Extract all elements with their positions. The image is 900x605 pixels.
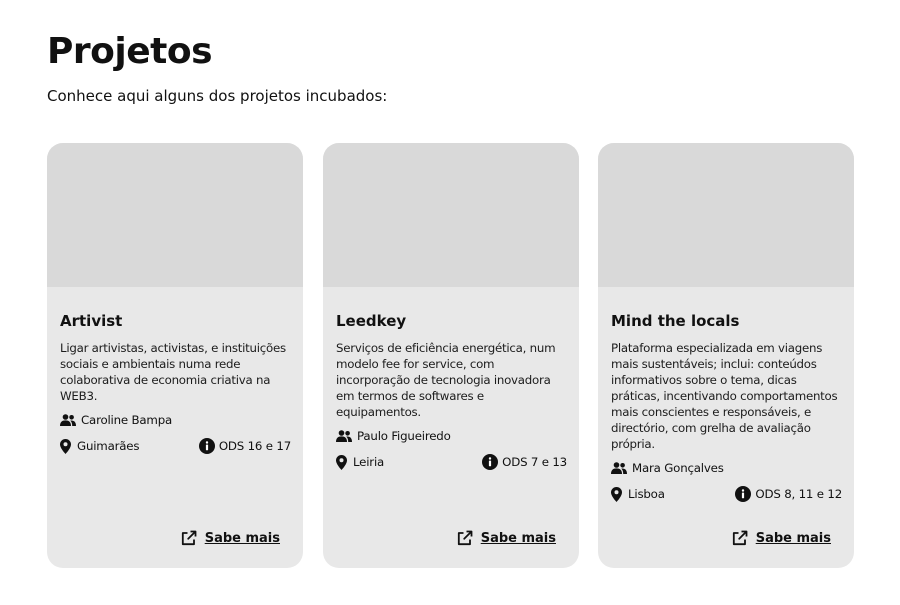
project-location-label: Lisboa	[628, 487, 665, 501]
project-ods	[482, 454, 567, 470]
users-icon	[336, 430, 352, 442]
project-card-artivist	[47, 143, 303, 568]
project-title: Artivist	[60, 312, 123, 330]
project-card-leedkey	[323, 143, 579, 568]
sabe-mais-label: Sabe mais	[755, 530, 831, 546]
project-card-body	[336, 311, 567, 470]
project-person: Mara Gonçalves	[632, 461, 724, 475]
project-description: Plataforma especializada em viagens mais sustentáveis; inclui: conteúdos informativos sobre o tema, dicas práticas, incentivando comportamentos mais conscientes e responsáveis, e directório, com grelha de avaliação própria.	[611, 341, 838, 451]
project-ods-label: ODS 7 e 13	[502, 455, 567, 469]
project-image-placeholder	[598, 143, 854, 287]
project-ods	[199, 438, 291, 454]
project-ods-label: ODS 16 e 17	[218, 439, 291, 453]
project-description: Ligar artivistas, activistas, e instituições sociais e ambientais numa rede colaborativa de economia criativa na WEB3.	[60, 341, 286, 403]
project-person: Paulo Figueiredo	[357, 429, 451, 443]
sabe-mais-label: Sabe mais	[204, 530, 280, 546]
users-icon	[611, 462, 627, 474]
project-person-row	[60, 412, 291, 428]
page-title: Projetos	[47, 31, 212, 72]
sabe-mais-link[interactable]	[181, 530, 280, 546]
page-subtitle: Conhece aqui alguns dos projetos incubados:	[47, 87, 388, 105]
project-description: Serviços de eficiência energética, num modelo fee for service, com incorporação de tecnologia inovadora em termos de softwares e equipamentos.	[336, 341, 556, 419]
project-ods	[735, 486, 842, 502]
info-icon	[482, 454, 498, 470]
project-meta-row	[611, 486, 842, 502]
sabe-mais-link[interactable]	[457, 530, 556, 546]
project-card-body	[60, 311, 291, 454]
project-location	[336, 454, 384, 470]
external-link-icon	[732, 530, 748, 546]
project-image-placeholder	[47, 143, 303, 287]
info-icon	[735, 486, 751, 502]
project-location	[60, 438, 139, 454]
users-icon	[60, 414, 76, 426]
map-pin-icon	[60, 439, 71, 454]
project-image-placeholder	[323, 143, 579, 287]
sabe-mais-link[interactable]	[732, 530, 831, 546]
project-location	[611, 486, 665, 502]
map-pin-icon	[336, 455, 347, 470]
map-pin-icon	[611, 487, 622, 502]
project-ods-label: ODS 8, 11 e 12	[755, 487, 842, 501]
project-person-row	[611, 460, 842, 476]
external-link-icon	[457, 530, 473, 546]
project-title: Mind the locals	[611, 312, 740, 330]
info-icon	[199, 438, 215, 454]
project-person: Caroline Bampa	[81, 413, 173, 427]
project-location-label: Leiria	[353, 455, 385, 469]
sabe-mais-label: Sabe mais	[480, 530, 556, 546]
project-title: Leedkey	[336, 312, 407, 330]
project-cards	[47, 143, 855, 568]
project-card-body	[611, 311, 842, 502]
project-location-label: Guimarães	[77, 439, 140, 453]
project-card-mind-the-locals	[598, 143, 854, 568]
external-link-icon	[181, 530, 197, 546]
project-person-row	[336, 428, 567, 444]
project-meta-row	[60, 438, 291, 454]
project-meta-row	[336, 454, 567, 470]
